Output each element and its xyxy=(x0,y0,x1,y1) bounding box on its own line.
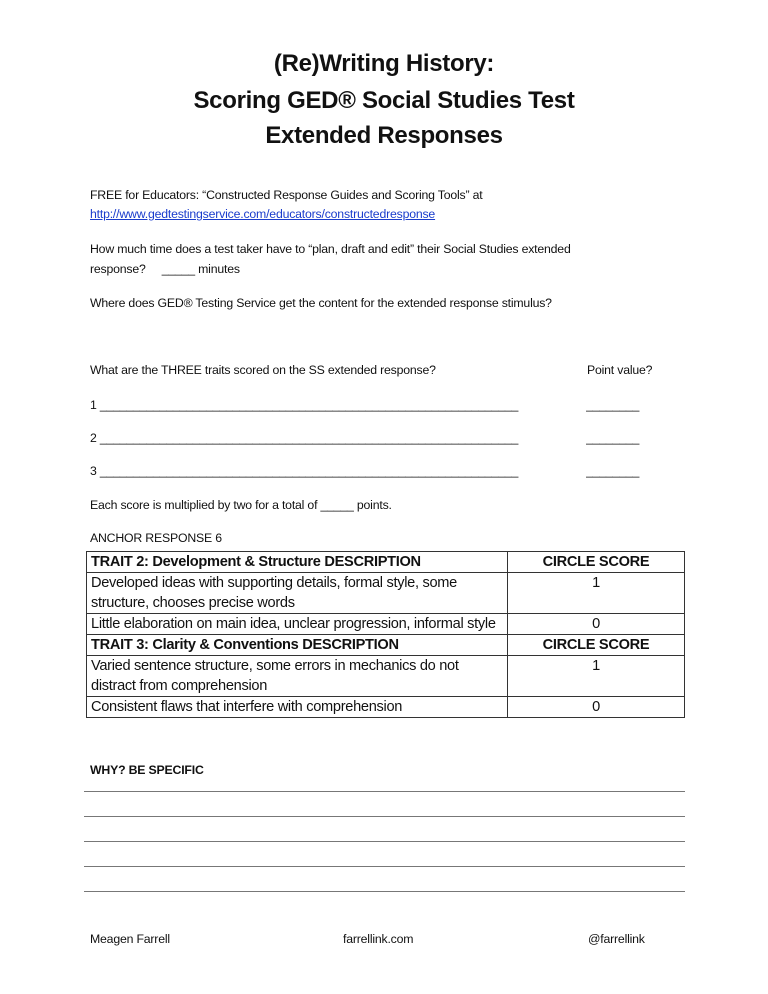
question-content: Where does GED® Testing Service get the content for the extended response stimulus? xyxy=(90,296,552,310)
footer-site: farrellink.com xyxy=(343,932,414,946)
question-time-line-2: response? _____ minutes xyxy=(90,262,240,276)
free-text: FREE for Educators: “Constructed Response Guides and Scoring Tools” at xyxy=(90,188,483,202)
footer-author: Meagen Farrell xyxy=(90,932,170,946)
point-blank-1[interactable]: ________ xyxy=(586,398,640,412)
answer-line[interactable] xyxy=(84,891,685,892)
answer-line[interactable] xyxy=(84,841,685,842)
score-option[interactable]: 1 xyxy=(508,656,685,697)
score-option[interactable]: 0 xyxy=(508,697,685,718)
trait-blank-3[interactable]: 3 _______________________________________________________________ xyxy=(90,464,519,478)
answer-line[interactable] xyxy=(84,816,685,817)
point-blank-2[interactable]: ________ xyxy=(586,431,640,445)
why-label: WHY? BE SPECIFIC xyxy=(90,763,204,777)
resource-link[interactable]: http://www.gedtestingservice.com/educators/constructedresponse xyxy=(90,207,436,221)
answer-line[interactable] xyxy=(84,791,685,792)
title-line-3: Extended Responses xyxy=(265,122,503,149)
question-time-line-1: How much time does a test taker have to “plan, draft and edit” their Social Studies extended xyxy=(90,242,571,256)
anchor-label: ANCHOR RESPONSE 6 xyxy=(90,531,222,545)
table-row: Consistent flaws that interfere with comprehension 0 xyxy=(87,697,685,718)
trait-blank-2[interactable]: 2 _______________________________________________________________ xyxy=(90,431,519,445)
trait-blank-1[interactable]: 1 _______________________________________________________________ xyxy=(90,398,519,412)
footer-handle: @farrellink xyxy=(588,932,645,946)
point-blank-3[interactable]: ________ xyxy=(586,464,640,478)
multiplier-text: Each score is multiplied by two for a total of _____ points. xyxy=(90,498,392,512)
point-value-label: Point value? xyxy=(587,363,653,377)
table-row: Little elaboration on main idea, unclear progression, informal style 0 xyxy=(87,614,685,635)
answer-line[interactable] xyxy=(84,866,685,867)
score-option[interactable]: 1 xyxy=(508,573,685,614)
table-row: Developed ideas with supporting details, formal style, some structure, chooses precise words 1 xyxy=(87,573,685,614)
table-row-header: TRAIT 3: Clarity & Conventions DESCRIPTION CIRCLE SCORE xyxy=(87,635,685,656)
scoring-table xyxy=(86,551,685,718)
score-option[interactable]: 0 xyxy=(508,614,685,635)
title-line-2: Scoring GED® Social Studies Test xyxy=(193,87,575,114)
table-row: Varied sentence structure, some errors in mechanics do not distract from comprehension 1 xyxy=(87,656,685,697)
title-line-1: (Re)Writing History: xyxy=(273,50,495,77)
question-traits: What are the THREE traits scored on the SS extended response? xyxy=(90,363,436,377)
table-row-header: TRAIT 2: Development & Structure DESCRIPTION CIRCLE SCORE xyxy=(87,552,685,573)
